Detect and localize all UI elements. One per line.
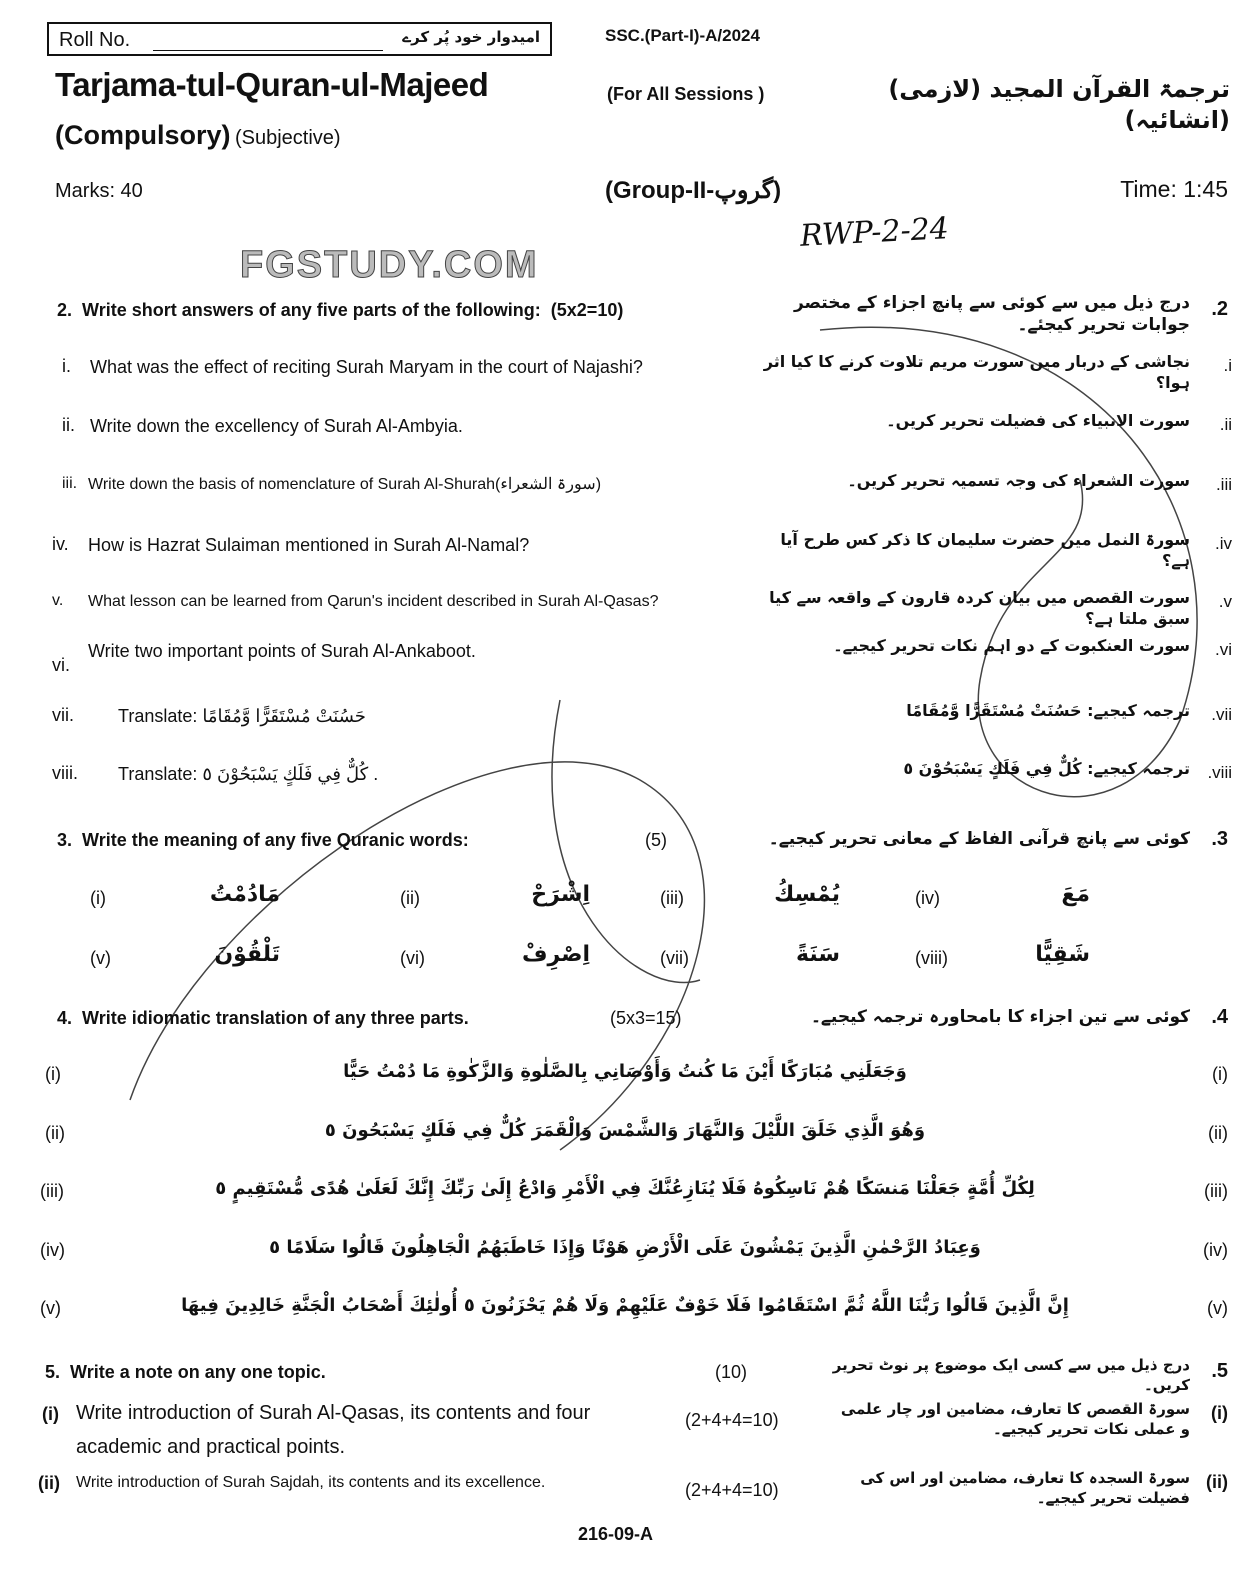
q3-quranic-word: شَقِيًّا bbox=[1035, 942, 1090, 967]
group-label: (Group-II-گروپ) bbox=[605, 177, 782, 204]
subjective-label: (Subjective) bbox=[234, 127, 341, 149]
q2-item-text: Write two important points of Surah Al-Ankaboot. bbox=[88, 641, 476, 661]
q3-heading: 3. Write the meaning of any five Quranic words: bbox=[57, 830, 469, 850]
q4-verse: وَعِبَادُ الرَّحْمٰنِ الَّذِينَ يَمْشُونَ عَلَى الْأَرْضِ هَوْنًا وَإِذَا خَاطَبَهُمُ الْجَاهِلُونَ قَالُوا سَلَامًا ٥ bbox=[269, 1236, 981, 1258]
paper-code: SSC.(Part-I)-A/2024 bbox=[605, 26, 760, 45]
q3-word-number: (iv) bbox=[915, 888, 940, 908]
q3-heading-urdu: کوئی سے پانچ قرآنی الفاظ کے معانی تحریر کیجیے۔ bbox=[768, 829, 1190, 849]
q5-item-2-text: Write introduction of Surah Sajdah, its contents and its excellence. bbox=[76, 1474, 546, 1491]
q4-marks: (5x3=15) bbox=[610, 1008, 682, 1028]
q2-item-number-urdu: .iv bbox=[1215, 534, 1232, 553]
q2-item-text: What was the effect of reciting Surah Maryam in the court of Najashi? bbox=[90, 357, 643, 377]
q2-item-number-urdu: .v bbox=[1218, 592, 1232, 611]
q2-num-urdu: .2 bbox=[1211, 298, 1228, 320]
q2-item-number-urdu: .ii bbox=[1219, 415, 1232, 434]
q4-verse-number-right: (v) bbox=[1207, 1298, 1228, 1318]
q4-heading: 4. Write idiomatic translation of any three parts. bbox=[57, 1008, 469, 1028]
q3-word-number: (v) bbox=[90, 948, 111, 968]
q5-item-1-num-urdu: (i) bbox=[1211, 1403, 1228, 1423]
q2-item-urdu: ترجمہ کیجیے: كُلٌّ فِي فَلَكٍ يَسْبَحُوْنَ ٥ bbox=[903, 759, 1190, 778]
sessions-label: (For All Sessions ) bbox=[607, 84, 765, 104]
q2-item-urdu: سورت الشعراء کی وجہ تسمیہ تحریر کریں۔ bbox=[847, 471, 1190, 490]
q4-verse-number-right: (iv) bbox=[1203, 1239, 1228, 1260]
q2-item-number: i. bbox=[62, 356, 71, 376]
q3-quranic-word: مَادُمْتُ bbox=[209, 882, 280, 907]
q2-item-number-urdu: .i bbox=[1223, 356, 1232, 375]
q2-item-number: iii. bbox=[62, 475, 78, 492]
q5-heading: 5. Write a note on any one topic. bbox=[45, 1362, 326, 1382]
q2-item-text: Write down the basis of nomenclature of Surah Al-Shurah(سورۃ الشعراء) bbox=[88, 476, 602, 493]
q5-item-2-urdu: سورۃ السجدہ کا تعارف، مضامین اور اس کی فضیلت تحریر کیجیے۔ bbox=[860, 1469, 1190, 1507]
q2-item-text: Translate: حَسُنَتْ مُسْتَقَرًّا وَّمُقَامًا bbox=[118, 706, 366, 726]
q4-verse-number: (iv) bbox=[40, 1239, 65, 1260]
q3-word-number: (iii) bbox=[660, 888, 684, 908]
q2-item-number: vi. bbox=[52, 655, 70, 675]
time-label: Time: 1:45 bbox=[1120, 176, 1228, 202]
q4-verse: وَجَعَلَنِي مُبَارَكًا أَيْنَ مَا كُنتُ وَأَوْصَانِي بِالصَّلٰوةِ وَالزَّكٰوةِ مَا دُمْتُ حَيًّا bbox=[343, 1061, 907, 1082]
q5-num-urdu: .5 bbox=[1211, 1360, 1228, 1382]
q2-item-text: Write down the excellency of Surah Al-Ambyia. bbox=[90, 416, 463, 436]
q4-verse: وَهُوَ الَّذِي خَلَقَ اللَّيْلَ وَالنَّهَارَ وَالشَّمْسَ وَالْقَمَرَ كُلٌّ فِي فَلَكٍ يَسْبَحُونَ ٥ bbox=[324, 1119, 926, 1141]
compulsory-label: (Compulsory) bbox=[55, 120, 231, 150]
q2-item-number-urdu: .vi bbox=[1215, 640, 1232, 659]
q2-item-number: viii. bbox=[52, 763, 78, 783]
q3-quranic-word: اِصْرِفْ bbox=[521, 942, 590, 967]
q3-quranic-word: تَلْقُوْنَ bbox=[214, 942, 280, 967]
q2-item-urdu: سورت الانبیاء کی فضیلت تحریر کریں۔ bbox=[886, 411, 1190, 430]
marks-label: Marks: 40 bbox=[55, 180, 143, 202]
q2-item-number-urdu: .iii bbox=[1215, 475, 1232, 494]
q2-item-urdu: سورۃ النمل میں حضرت سلیمان کا ذکر کس طرح آیا ہے؟ bbox=[780, 530, 1190, 570]
q5-item-1-marks: (2+4+4=10) bbox=[685, 1410, 779, 1430]
q5-item-2-number: (ii) bbox=[38, 1473, 60, 1493]
q2-heading: 2. Write short answers of any five parts of the following: (5x2=10) bbox=[57, 300, 624, 320]
q2-item-number: ii. bbox=[62, 415, 75, 435]
q5-item-1-urdu: سورۃ القصص کا تعارف، مضامین اور چار علمی و عملی نکات تحریر کیجیے۔ bbox=[840, 1400, 1190, 1438]
q4-verse: لِكُلِّ أُمَّةٍ جَعَلْنَا مَنسَكًا هُمْ نَاسِكُوهُ فَلَا يُنَازِعُنَّكَ فِي الْأَمْرِ وَادْعُ إِلَىٰ رَبِّكَ إِنَّكَ لَعَلَىٰ هُدًى مُّسْتَقِيمٍ ٥ bbox=[215, 1178, 1035, 1199]
q5-item-1-text: Write introduction of Surah Al-Qasas, its contents and four bbox=[76, 1402, 591, 1424]
q2-item-text: Translate: كُلٌّ فِي فَلَكٍ يَسْبَحُوْنَ ٥ . bbox=[118, 764, 379, 784]
paper-title-urdu: ترجمۃ القرآن المجید (لازمی) (انشائیہ) bbox=[888, 75, 1230, 135]
q5-heading-urdu: درج ذیل میں سے کسی ایک موضوع پر نوٹ تحریر کریں۔ bbox=[832, 1356, 1190, 1394]
q4-verse-number-right: (iii) bbox=[1204, 1181, 1228, 1201]
q3-marks: (5) bbox=[645, 830, 667, 850]
q5-item-2-num-urdu: (ii) bbox=[1206, 1472, 1228, 1492]
q5-marks: (10) bbox=[715, 1362, 748, 1382]
paper-title: Tarjama-tul-Quran-ul-Majeed bbox=[55, 66, 489, 103]
q2-item-number: v. bbox=[52, 592, 64, 609]
q3-quranic-word: سَنَةً bbox=[796, 942, 840, 967]
q3-word-number: (vii) bbox=[660, 948, 689, 968]
q2-item-number: iv. bbox=[52, 534, 69, 554]
q2-item-text: How is Hazrat Sulaiman mentioned in Surah Al-Namal? bbox=[88, 535, 530, 555]
footer-code: 216-09-A bbox=[578, 1524, 654, 1544]
q5-item-2-marks: (2+4+4=10) bbox=[685, 1480, 779, 1500]
q2-item-urdu: ترجمہ کیجیے: حَسُنَتْ مُسْتَقَرًّا وَّمُقَامًا bbox=[906, 701, 1190, 720]
q2-item-urdu: سورت العنکبوت کے دو اہم نکات تحریر کیجیے۔ bbox=[833, 636, 1190, 655]
watermark: FGSTUDY.COM bbox=[240, 244, 539, 286]
q4-verse-number: (i) bbox=[45, 1064, 61, 1084]
roll-blank[interactable] bbox=[153, 50, 383, 51]
q2-item-number-urdu: .viii bbox=[1207, 763, 1232, 782]
q2-item-number: vii. bbox=[52, 705, 74, 725]
q5-item-1-text-cont: academic and practical points. bbox=[76, 1436, 346, 1458]
q2-item-urdu: سورت القصص میں بیان کردہ قارون کے واقعہ سے کیا سبق ملتا ہے؟ bbox=[769, 588, 1190, 628]
q5-item-1-number: (i) bbox=[42, 1404, 59, 1424]
q4-num-urdu: .4 bbox=[1211, 1006, 1228, 1028]
q2-item-urdu: نجاشی کے دربار میں سورت مریم تلاوت کرنے کا کیا اثر ہوا؟ bbox=[763, 352, 1190, 392]
paper-subtitle bbox=[55, 120, 341, 151]
q4-verse-number-right: (ii) bbox=[1208, 1122, 1228, 1143]
q2-item-number-urdu: .vii bbox=[1211, 705, 1232, 724]
q3-word-number: (i) bbox=[90, 888, 106, 908]
q3-word-number: (vi) bbox=[400, 948, 425, 968]
q2-item-text: What lesson can be learned from Qarun's incident described in Surah Al-Qasas? bbox=[88, 593, 659, 610]
q3-quranic-word: مَعَ bbox=[1061, 882, 1090, 907]
q3-quranic-word: يُمْسِكُ bbox=[774, 882, 840, 907]
q3-word-number: (viii) bbox=[915, 948, 948, 968]
q4-verse-number: (v) bbox=[40, 1298, 61, 1318]
q4-verse-number: (iii) bbox=[40, 1181, 64, 1201]
q4-heading-urdu: کوئی سے تین اجزاء کا بامحاورہ ترجمہ کیجیے۔ bbox=[810, 1007, 1190, 1027]
q4-verse-number-right: (i) bbox=[1212, 1064, 1228, 1084]
handwritten-note: RWP-2-24 bbox=[799, 211, 950, 254]
q3-quranic-word: اِشْرَحْ bbox=[531, 882, 590, 907]
q3-word-number: (ii) bbox=[400, 888, 420, 908]
roll-number-box[interactable] bbox=[47, 22, 552, 56]
roll-urdu: امیدوار خود پُر کرے bbox=[402, 28, 540, 46]
q2-heading-urdu: درج ذیل میں سے کوئی سے پانچ اجزاء کے مختصر جوابات تحریر کیجئے۔ bbox=[793, 293, 1190, 336]
q4-verse-number: (ii) bbox=[45, 1122, 65, 1143]
q3-num-urdu: .3 bbox=[1211, 828, 1228, 850]
q4-verse: إِنَّ الَّذِينَ قَالُوا رَبُّنَا اللَّهُ ثُمَّ اسْتَقَامُوا فَلَا خَوْفٌ عَلَيْهِمْ وَلَا هُمْ يَحْزَنُونَ ٥ أُولٰئِكَ أَصْحَابُ الْجَنَّةِ خَالِدِينَ فِيهَا bbox=[181, 1295, 1069, 1316]
roll-label: Roll No. bbox=[59, 29, 131, 51]
